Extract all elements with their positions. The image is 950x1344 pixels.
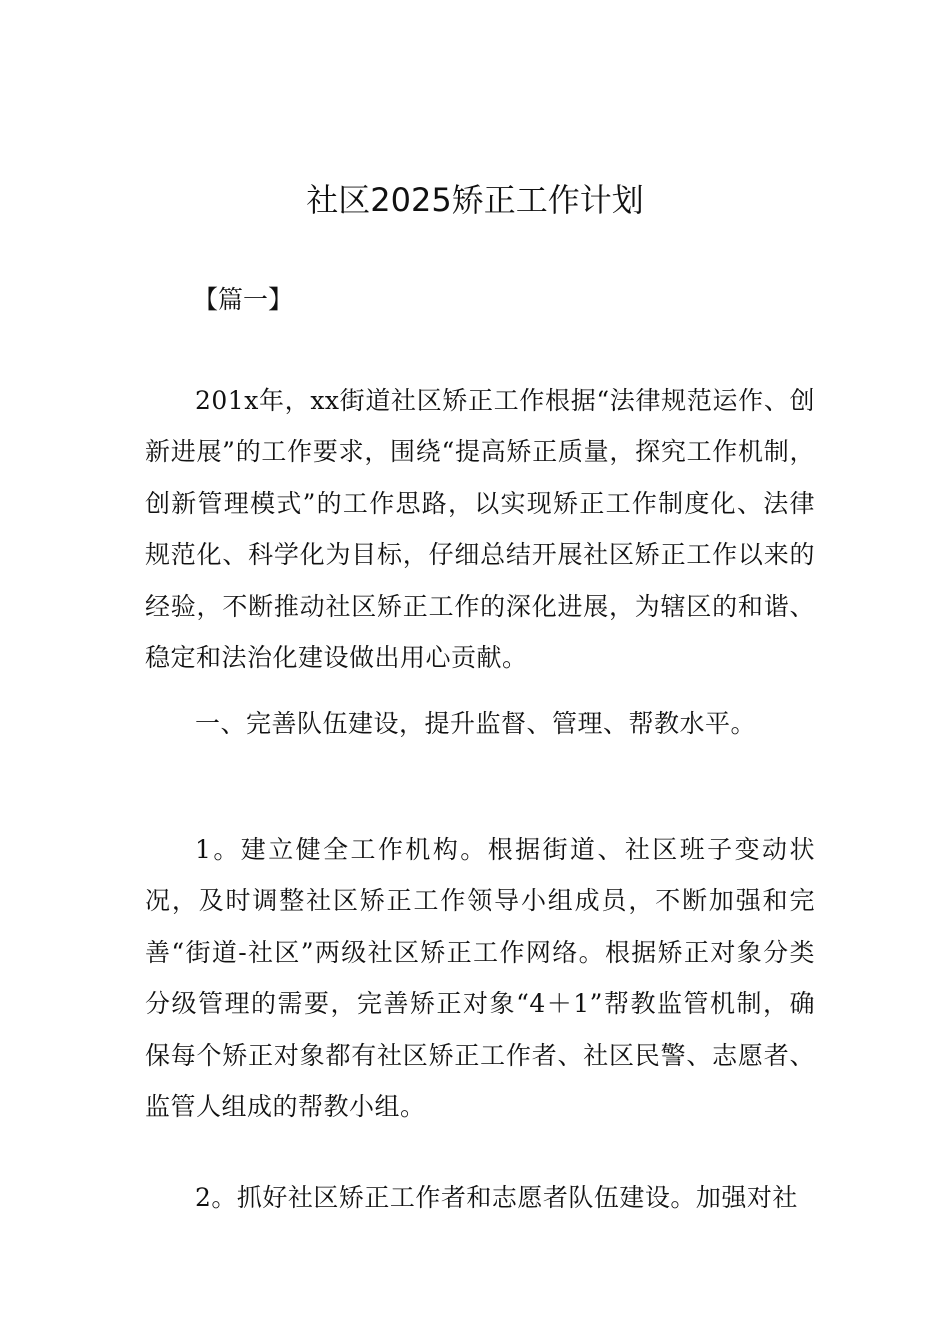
section-heading-one: 一、完善队伍建设，提升监督、管理、帮教水平。: [195, 709, 757, 738]
paragraph-item-one: 1。建立健全工作机构。根据街道、社区班子变动状况，及时调整社区矫正工作领导小组成员，不断加强和完善“街道-社区”两级社区矫正工作网络。根据矫正对象分类分级管理的需要，完善矫正对象“4＋1”帮教监管机制，确保每个矫正对象都有社区矫正工作者、社区民警、志愿者、监管人组成的帮教小组。: [145, 835, 815, 1122]
document-title: 社区2025矫正工作计划: [306, 181, 644, 219]
paragraph-intro: 201x年，xx街道社区矫正工作根据“法律规范运作、创新进展”的工作要求，围绕“提高矫正质量，探究工作机制，创新管理模式”的工作思路，以实现矫正工作制度化、法律规范化、科学化为目标，仔细总结开展社区矫正工作以来的经验，不断推动社区矫正工作的深化进展，为辖区的和谐、稳定和法治化建设做出用心贡献。: [145, 386, 815, 673]
section-label: 【篇一】: [193, 285, 294, 314]
paragraph-item-two: 2。抓好社区矫正工作者和志愿者队伍建设。加强对社: [195, 1183, 798, 1212]
